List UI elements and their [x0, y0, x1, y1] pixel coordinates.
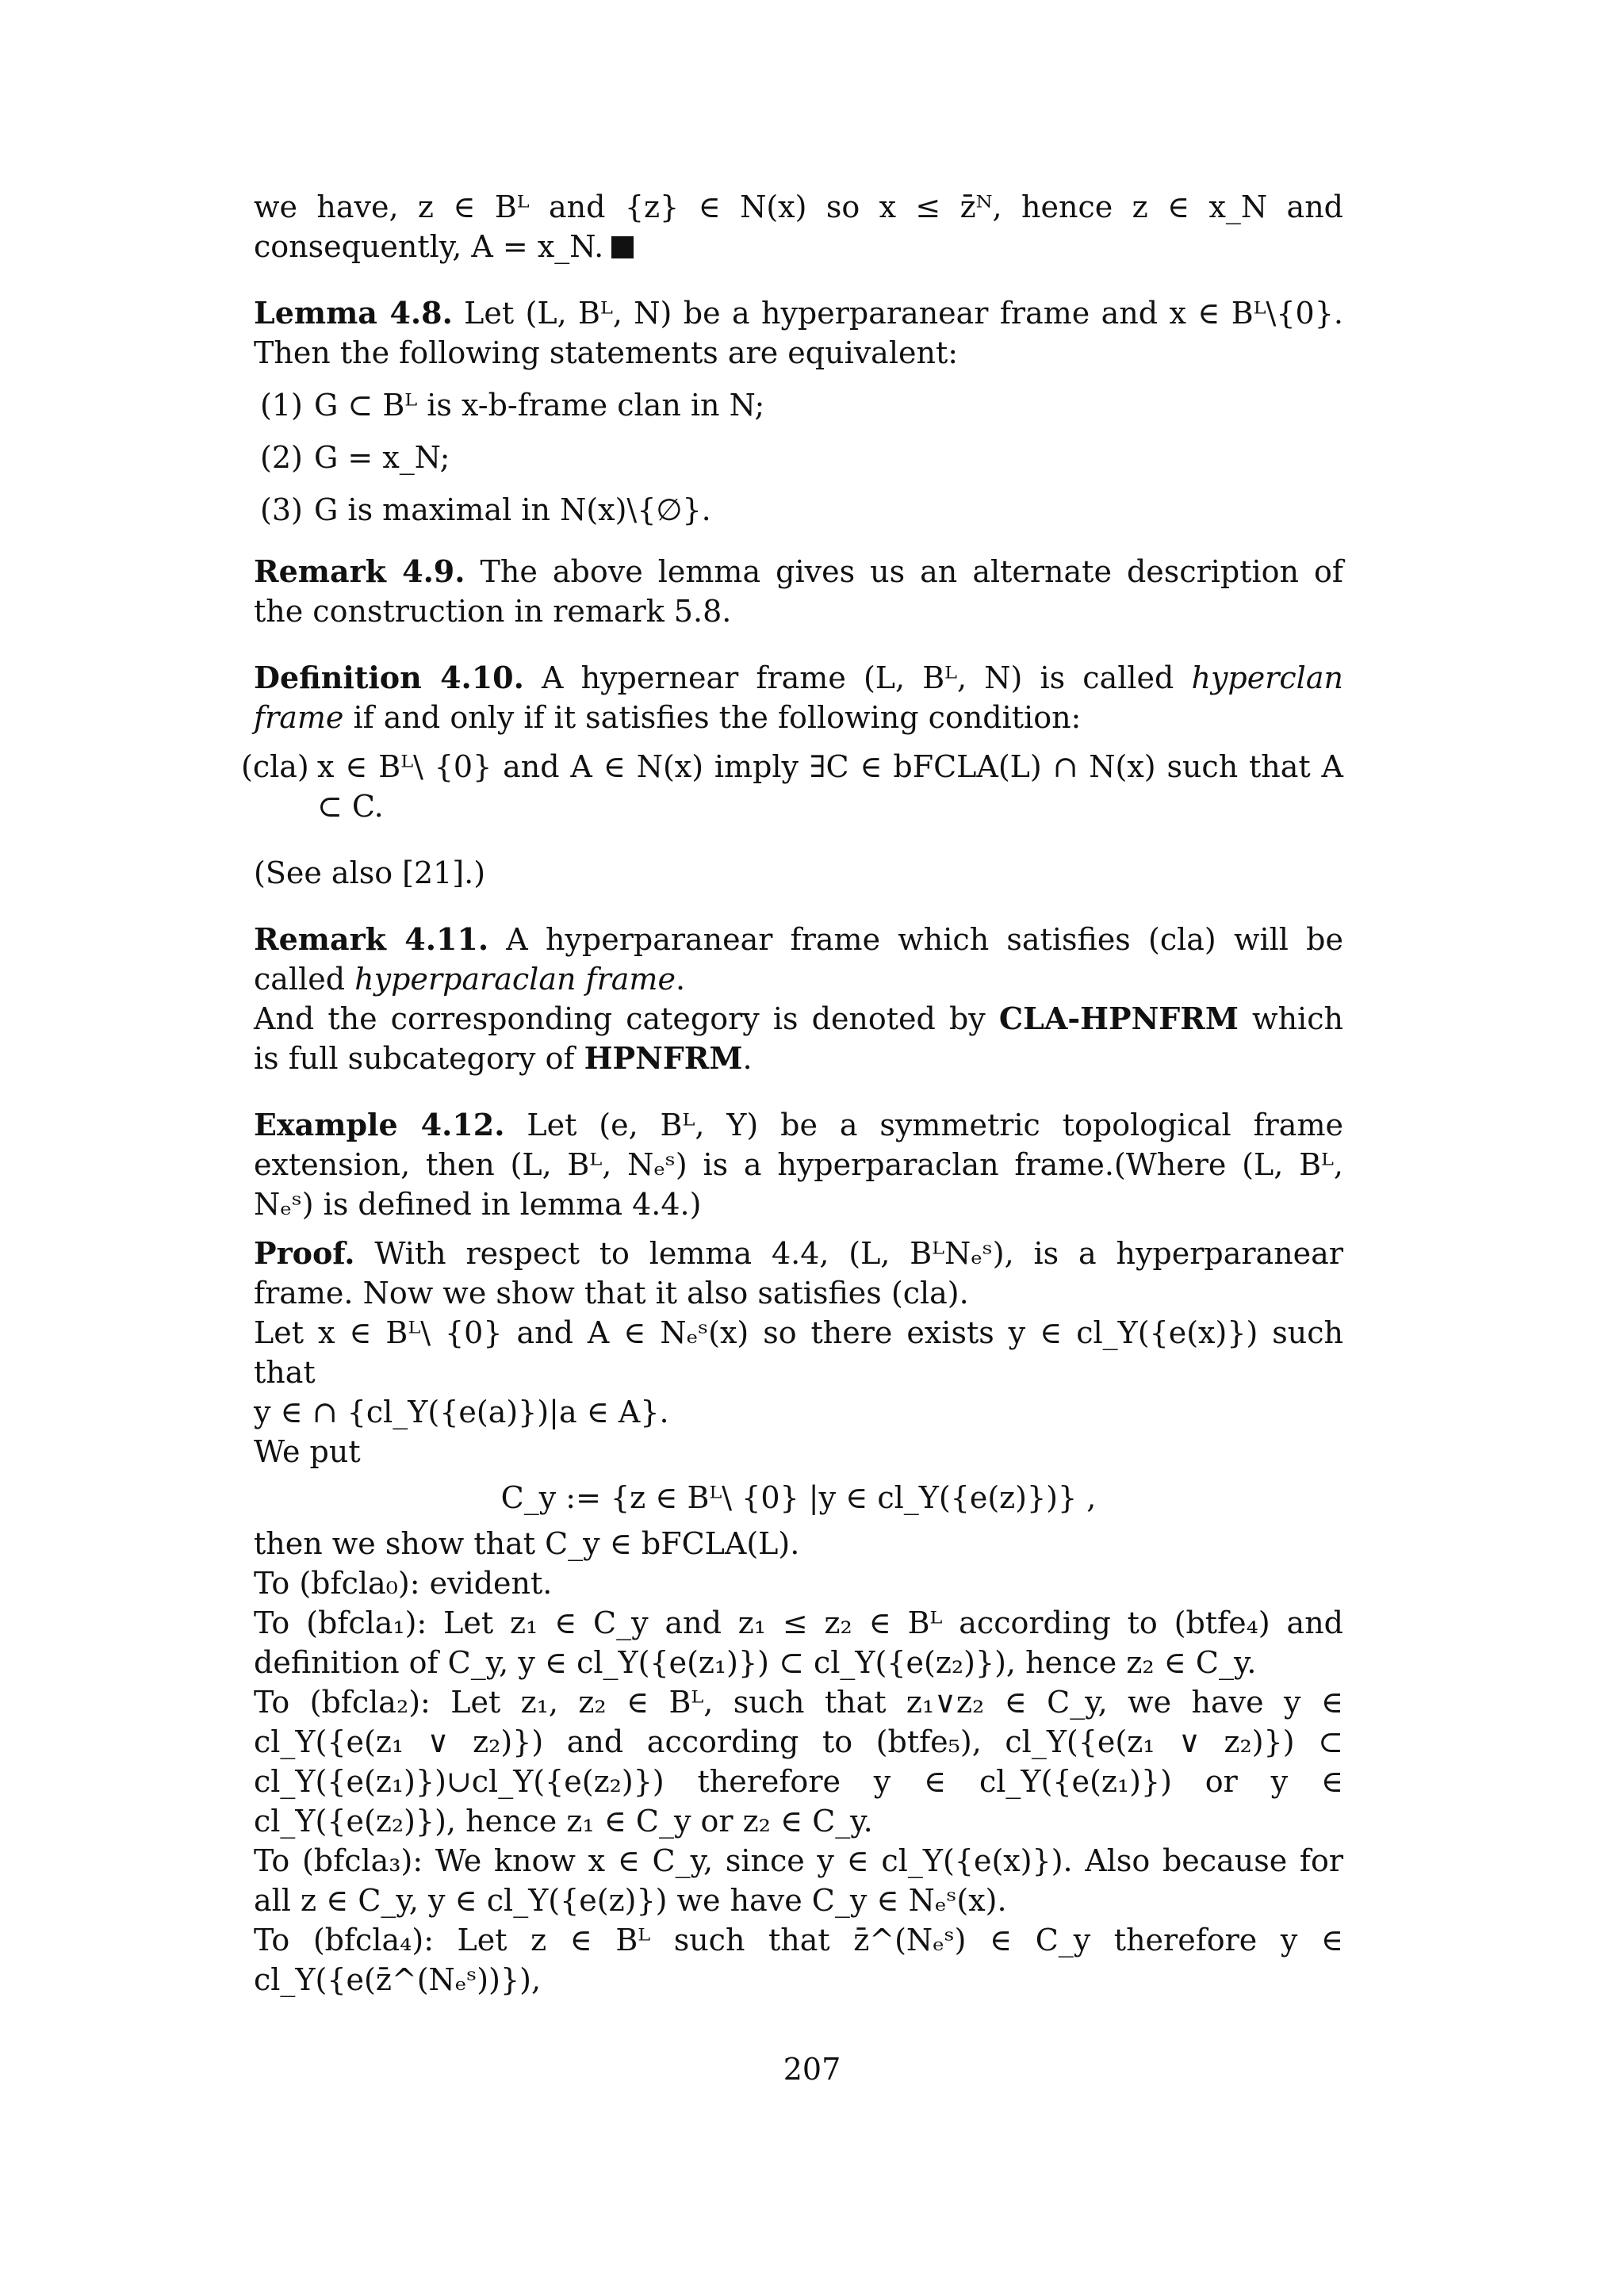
text-line: A = x_N. [471, 229, 604, 264]
category-text: And the corresponding category is denoted by [254, 1001, 986, 1036]
example-heading: Example 4.12. [254, 1107, 505, 1142]
page-content [241, 187, 1343, 1999]
category-name: HPNFRM [584, 1040, 743, 1076]
item-number: (3) [260, 492, 303, 527]
lemma-text: Let (L, Bᴸ, N) be a hyperparanear frame and x ∈ Bᴸ\{0}. Then the following statements are equivalent: [254, 296, 1343, 370]
condition-label: (cla) [241, 749, 309, 784]
qed-square-icon [611, 236, 634, 258]
condition-text: x ∈ Bᴸ\ {0} and A ∈ N(x) imply ∃C ∈ bFCLA(L) ∩ N(x) such that A ⊂ C. [317, 749, 1343, 824]
remark-term: hyperparaclan frame [354, 962, 676, 997]
proof-line: To (bfcla₁): Let z₁ ∈ C_y and z₁ ≤ z₂ ∈ Bᴸ according to (btfe₄) and definition of C_y, y ∈ cl_Y({e(z₁)}) ⊂ cl_Y({e(z₂)}), hence z₂ ∈ C_y. [254, 1605, 1343, 1680]
category-name: CLA-HPNFRM [998, 1001, 1239, 1036]
item-text: G ⊂ Bᴸ is x-b-frame clan in N; [314, 388, 765, 423]
proof-line: To (bfcla₄): Let z ∈ Bᴸ such that z̄^(Nₑˢ) ∈ C_y therefore y ∈ cl_Y({e(z̄^(Nₑˢ))}), [254, 1923, 1343, 1997]
remark-text: The above lemma gives us an alternate description of the construction in remark 5.8. [254, 554, 1343, 629]
item-text: G is maximal in N(x)\{∅}. [314, 492, 711, 527]
remark-4-11-category: And the corresponding category is denoted by CLA-HPNFRM which is full subcategory of HPNFRM. [254, 1001, 1343, 1076]
proof-text: With respect to lemma 4.4, (L, BᴸNₑˢ), is a hyperparanear frame. Now we show that it also satisfies (cla). [254, 1236, 1343, 1311]
remark-4-9 [254, 552, 1343, 631]
lemma-4-8 [254, 293, 1343, 373]
proof [254, 1234, 1343, 1313]
item-number: (2) [260, 440, 303, 475]
remark-text: A hyperparanear frame which satisfies (cla) will be called [254, 922, 1343, 997]
definition-heading: Definition 4.10. [254, 660, 524, 695]
list-item [260, 385, 1343, 425]
remark-heading: Remark 4.11. [254, 921, 489, 957]
condition-cla [241, 747, 1343, 826]
item-text: G = x_N; [314, 440, 450, 475]
definition-text: if and only if it satisfies the following condition: [353, 700, 1082, 735]
example-4-12 [254, 1105, 1343, 1224]
proof-line: To (bfcla₂): Let z₁, z₂ ∈ Bᴸ, such that z₁∨z₂ ∈ C_y, we have y ∈ cl_Y({e(z₁ ∨ z₂)}) and according to (btfe₅), cl_Y({e(z₁ ∨ z₂)}) ⊂ cl_Y({e(z₁)})∪cl_Y({e(z₂)}) therefore y ∈ cl_Y({e(z₁)}) or y ∈ cl_Y({e(z₂)}), hence z₁ ∈ C_y or z₂ ∈ C_y. [254, 1685, 1343, 1839]
definition-4-10 [254, 658, 1343, 737]
paragraph-intro [254, 187, 1343, 266]
lemma-heading: Lemma 4.8. [254, 295, 453, 331]
page-number: 207 [783, 2052, 841, 2087]
item-number: (1) [260, 388, 303, 423]
category-text: which is full subcategory of [254, 1001, 1343, 1076]
proof-line: then we show that C_y ∈ bFCLA(L). [254, 1526, 800, 1561]
definition-term: hyperclan frame [254, 660, 1343, 735]
text-line: we have, z ∈ Bᴸ and {z} ∈ N(x) so x ≤ z̄ᴺ, hence z ∈ x_N and consequently, [254, 189, 1343, 264]
list-item [260, 490, 1343, 530]
see-also: (See also [21].) [254, 855, 486, 890]
definition-text: A hypernear frame (L, Bᴸ, N) is called [542, 660, 1174, 695]
proof-line: To (bfcla₀): evident. [254, 1566, 553, 1601]
remark-heading: Remark 4.9. [254, 553, 465, 589]
proof-line: We put [254, 1434, 361, 1469]
proof-heading: Proof. [254, 1235, 355, 1271]
display-formula: C_y := {z ∈ Bᴸ\ {0} |y ∈ cl_Y({e(z)})} , [500, 1480, 1097, 1515]
proof-line: To (bfcla₃): We know x ∈ C_y, since y ∈ cl_Y({e(x)}). Also because for all z ∈ C_y, y ∈ cl_Y({e(z)}) we have C_y ∈ Nₑˢ(x). [254, 1843, 1343, 1918]
list-item [260, 438, 1343, 477]
remark-4-11: Remark 4.11. A hyperparanear frame which satisfies (cla) will be called hyperparaclan frame. [254, 921, 1343, 997]
proof-line: y ∈ ∩ {cl_Y({e(a)})|a ∈ A}. [254, 1395, 669, 1429]
example-text: Let (e, Bᴸ, Y) be a symmetric topological frame extension, then (L, Bᴸ, Nₑˢ) is a hyperparaclan frame.(Where (L, Bᴸ, Nₑˢ) is defined in lemma 4.4.) [254, 1108, 1343, 1222]
proof-line: Let x ∈ Bᴸ\ {0} and A ∈ Nₑˢ(x) so there exists y ∈ cl_Y({e(x)}) such that [254, 1315, 1343, 1390]
